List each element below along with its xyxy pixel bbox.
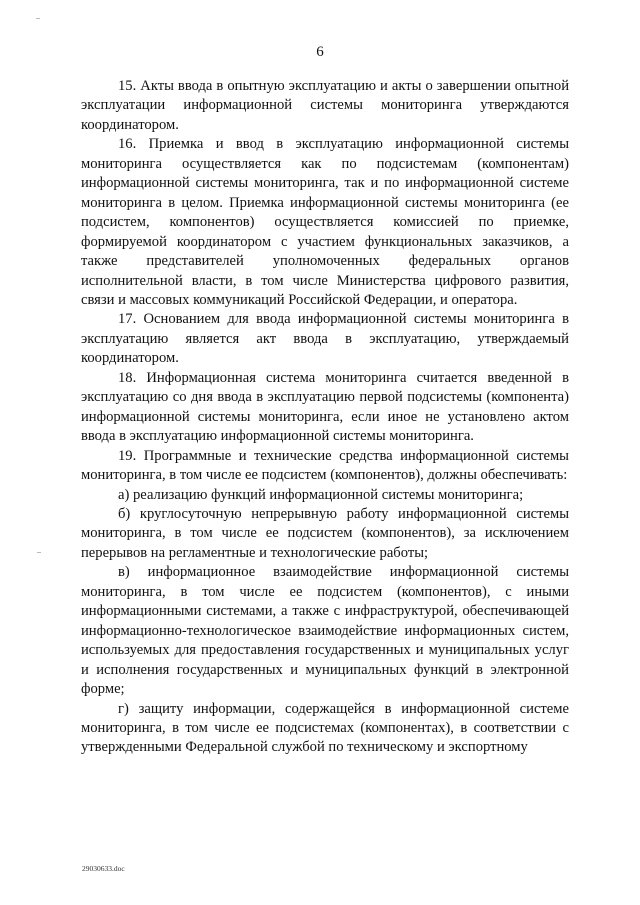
paragraph-16: 16. Приемка и ввод в эксплуатацию информационной системы мониторинга осуществляется как по подсистемам (компонентам) информационной системы мониторинга, так и по информационной системе мониторинга в целом. Приемка информационной системы мониторинга (ее подсистем, компонентов) осуществляется комиссией по приемке, формируемой координатором с участием функциональных заказчиков, а также представителей уполномоченных федеральных органов исполнительной власти, в том числе Министерства цифрового развития, связи и массовых коммуникаций Российской Федерации, и оператора. — [81, 136, 569, 308]
scan-mark — [37, 552, 41, 553]
document-body — [81, 77, 569, 758]
footer-filename: 29030633.doc — [82, 864, 125, 873]
paragraph-17: 17. Основанием для ввода информационной системы мониторинга в эксплуатацию является акт ввода в эксплуатацию, утверждаемый координатором. — [81, 311, 569, 367]
paragraph-18: 18. Информационная система мониторинга считается введенной в эксплуатацию со дня ввода в эксплуатацию первой подсистемы (компонента) информационной системы мониторинга, если иное не установлено актом ввода в эксплуатацию информационной системы мониторинга. — [81, 369, 569, 445]
subitem-b: б) круглосуточную непрерывную работу информационной системы мониторинга, в том числе ее подсистем (компонентов), за исключением перерывов на регламентные и технологические работы; — [81, 505, 569, 561]
paragraph-19: 19. Программные и технические средства информационной системы мониторинга, в том числе ее подсистем (компонентов), должны обеспечивать: — [81, 447, 569, 484]
subitem-a: а) реализацию функций информационной системы мониторинга; — [118, 486, 524, 503]
subitem-g: г) защиту информации, содержащейся в информационной системе мониторинга, в том числе ее подсистемах (компонентах), в соответствии с утвержденными Федеральной службой по техническому и экспортному — [81, 700, 569, 756]
paragraph-15: 15. Акты ввода в опытную эксплуатацию и акты о завершении опытной эксплуатации информационной системы мониторинга утверждаются координатором. — [81, 78, 569, 133]
page-number: 6 — [316, 44, 324, 60]
scan-mark — [36, 18, 40, 19]
subitem-v: в) информационное взаимодействие информационной системы мониторинга, в том числе ее подсистем (компонентов), с иными информационными системами, а также с инфраструктурой, обеспечивающей информационно-технологическое взаимодействие информационных систем, используемых для предоставления государственных и муниципальных услуг и исполнения государственных и муниципальных функций в электронной форме; — [81, 564, 569, 698]
